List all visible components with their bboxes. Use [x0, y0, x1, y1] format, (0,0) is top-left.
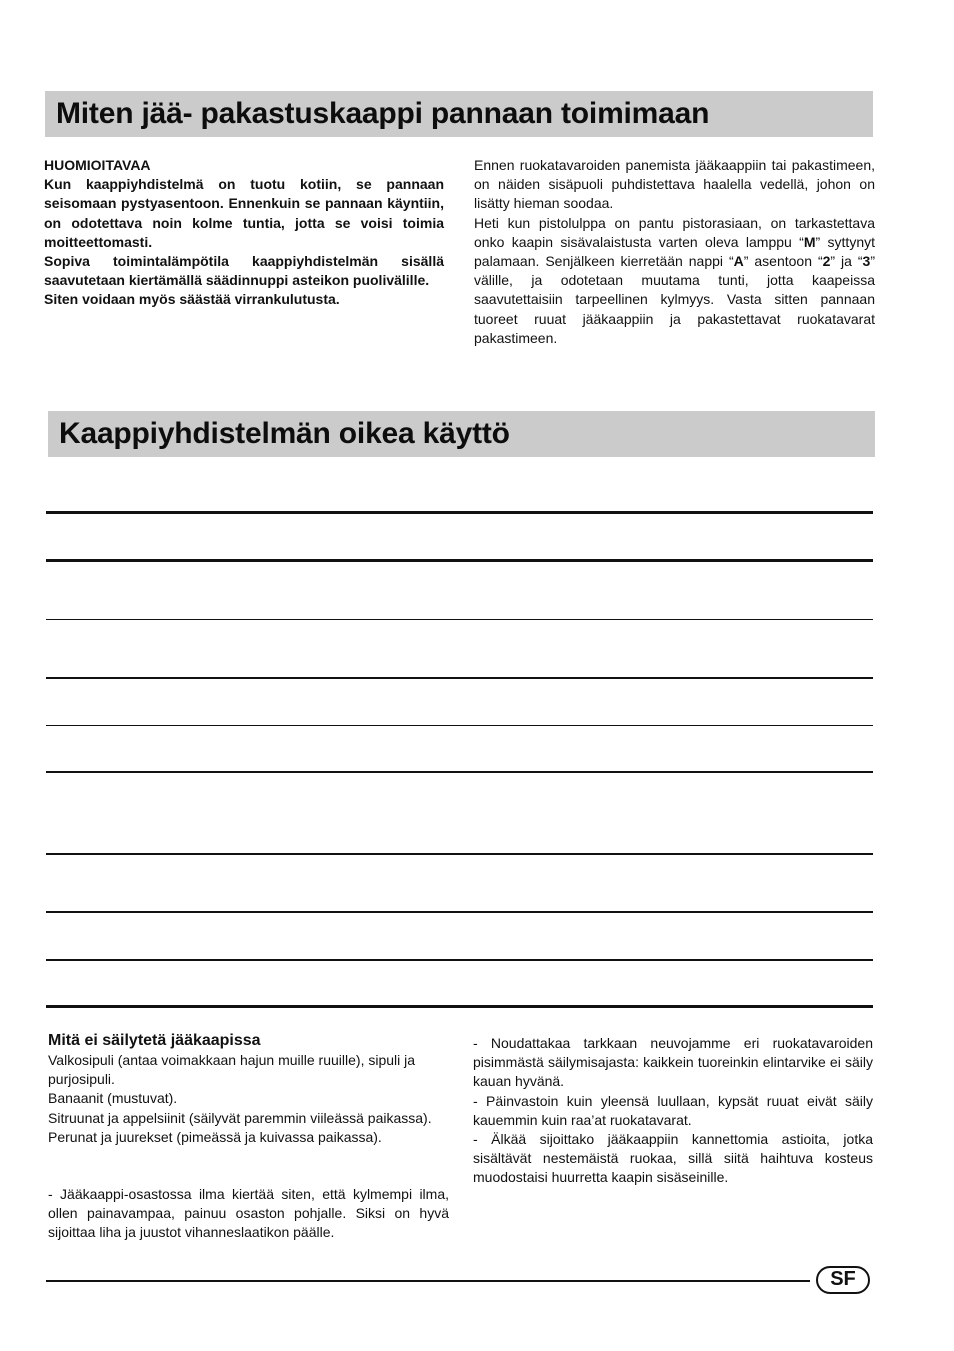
- table-rule: [46, 677, 873, 679]
- storage-heading: Mitä ei säilytetä jääkaapissa: [48, 1032, 261, 1049]
- text-run: Heti kun pistolulppa on pantu pistorasiaan, on tarkastettava onko kaapin sisävalaistusta varten oleva lamppu “: [474, 214, 875, 250]
- startup-paragraph: [474, 214, 875, 348]
- table-rule: [46, 1005, 873, 1008]
- section-header-band: [45, 91, 873, 137]
- instructions-column: [474, 156, 875, 348]
- position-label: 2: [822, 253, 831, 270]
- advice-paragraph: - Päinvastoin kuin yleensä luullaan, kypsät ruuat eivät säily kauemmin kuin raa’at ruokatavarat.: [473, 1092, 873, 1128]
- usage-table: [46, 511, 873, 1011]
- table-rule: [46, 511, 873, 514]
- lamp-label: M: [803, 233, 816, 250]
- text-run: ” syttynyt palamaan. Senjälkeen kierretään nappi “: [474, 233, 876, 270]
- text-run: ” välille, ja odotetaan muutama tunti, jotta kaapeissa saavutettaisiin tarpeellinen kylmyys. Vasta sitten pannaan tuoreet ruuat jääkaappiin ja pakastettavat ruokatavarat pakastimeen.: [474, 253, 875, 346]
- spacer: [48, 1147, 449, 1185]
- storage-column: [48, 1031, 449, 1243]
- table-rule: [46, 853, 873, 855]
- table-rule: [46, 619, 873, 620]
- text-run: ” asentoon “: [743, 253, 823, 270]
- language-badge: SF: [816, 1266, 870, 1294]
- notice-heading: HUOMIOITAVAA: [44, 157, 151, 173]
- notice-column: [44, 156, 444, 310]
- advice-paragraph: - Älkää sijoittako jääkaappiin kannettomia astioita, jotka sisältävät nestemäistä ruokaa, sillä siitä haihtuva kosteus muodostaisi huurretta kaapin sisäseinille.: [473, 1131, 873, 1186]
- table-rule: [46, 911, 873, 913]
- knob-label: A: [733, 253, 744, 270]
- text-run: ” ja “: [830, 253, 863, 270]
- section-title-proper-use: Kaappiyhdistelmän oikea käyttö: [59, 417, 510, 450]
- footer-rule: [46, 1280, 810, 1282]
- advice-column: [473, 1034, 873, 1188]
- table-rule: [46, 559, 873, 562]
- notice-paragraph: Sopiva toimintalämpötila kaappiyhdistelmän sisällä saavutetaan kiertämällä säädinnuppi asteikon puolivälille.: [44, 253, 444, 289]
- storage-item: Perunat ja juurekset (pimeässä ja kuivassa paikassa).: [48, 1128, 382, 1145]
- storage-item: Valkosipuli (antaa voimakkaan hajun muille ruuille), sipuli ja purjosipuli.: [48, 1052, 416, 1088]
- table-rule: [46, 725, 873, 726]
- section-title-start-up: Miten jää- pakastuskaappi pannaan toimimaan: [56, 97, 710, 130]
- section-header-band: [48, 411, 875, 457]
- air-circulation-paragraph: - Jääkaappi-osastossa ilma kiertää siten, että kylmempi ilma, ollen painavampaa, painuu osaston pohjalle. Siksi on hyvä sijoittaa liha ja juustot vihanneslaatikon päälle.: [48, 1186, 449, 1241]
- table-rule: [46, 959, 873, 961]
- notice-paragraph: Kun kaappiyhdistelmä on tuotu kotiin, se pannaan seisomaan pystyasentoon. Ennenkuin se pannaan käyntiin, on odotettava noin kolme tuntia, jotta se voisi toimia moitteettomasti.: [44, 176, 444, 250]
- storage-item: Banaanit (mustuvat).: [48, 1090, 178, 1107]
- notice-paragraph: Siten voidaan myös säästää virrankulutusta.: [44, 291, 340, 308]
- table-rule: [46, 771, 873, 773]
- advice-paragraph: - Noudattakaa tarkkaan neuvojamme eri ruokatavaroiden pisimmästä säilymisajasta: kaikkein tuoreinkin elintarvike ei säily kauan hyvänä.: [473, 1035, 873, 1090]
- cleaning-paragraph: Ennen ruokatavaroiden panemista jääkaappiin tai pakastimeen, on näiden sisäpuoli puhdistettava haalella vedellä, johon on lisätty hieman soodaa.: [474, 157, 875, 212]
- storage-item: Sitruunat ja appelsiinit (säilyvät paremmin viileässä paikassa).: [48, 1109, 432, 1126]
- position-label: 3: [862, 253, 871, 270]
